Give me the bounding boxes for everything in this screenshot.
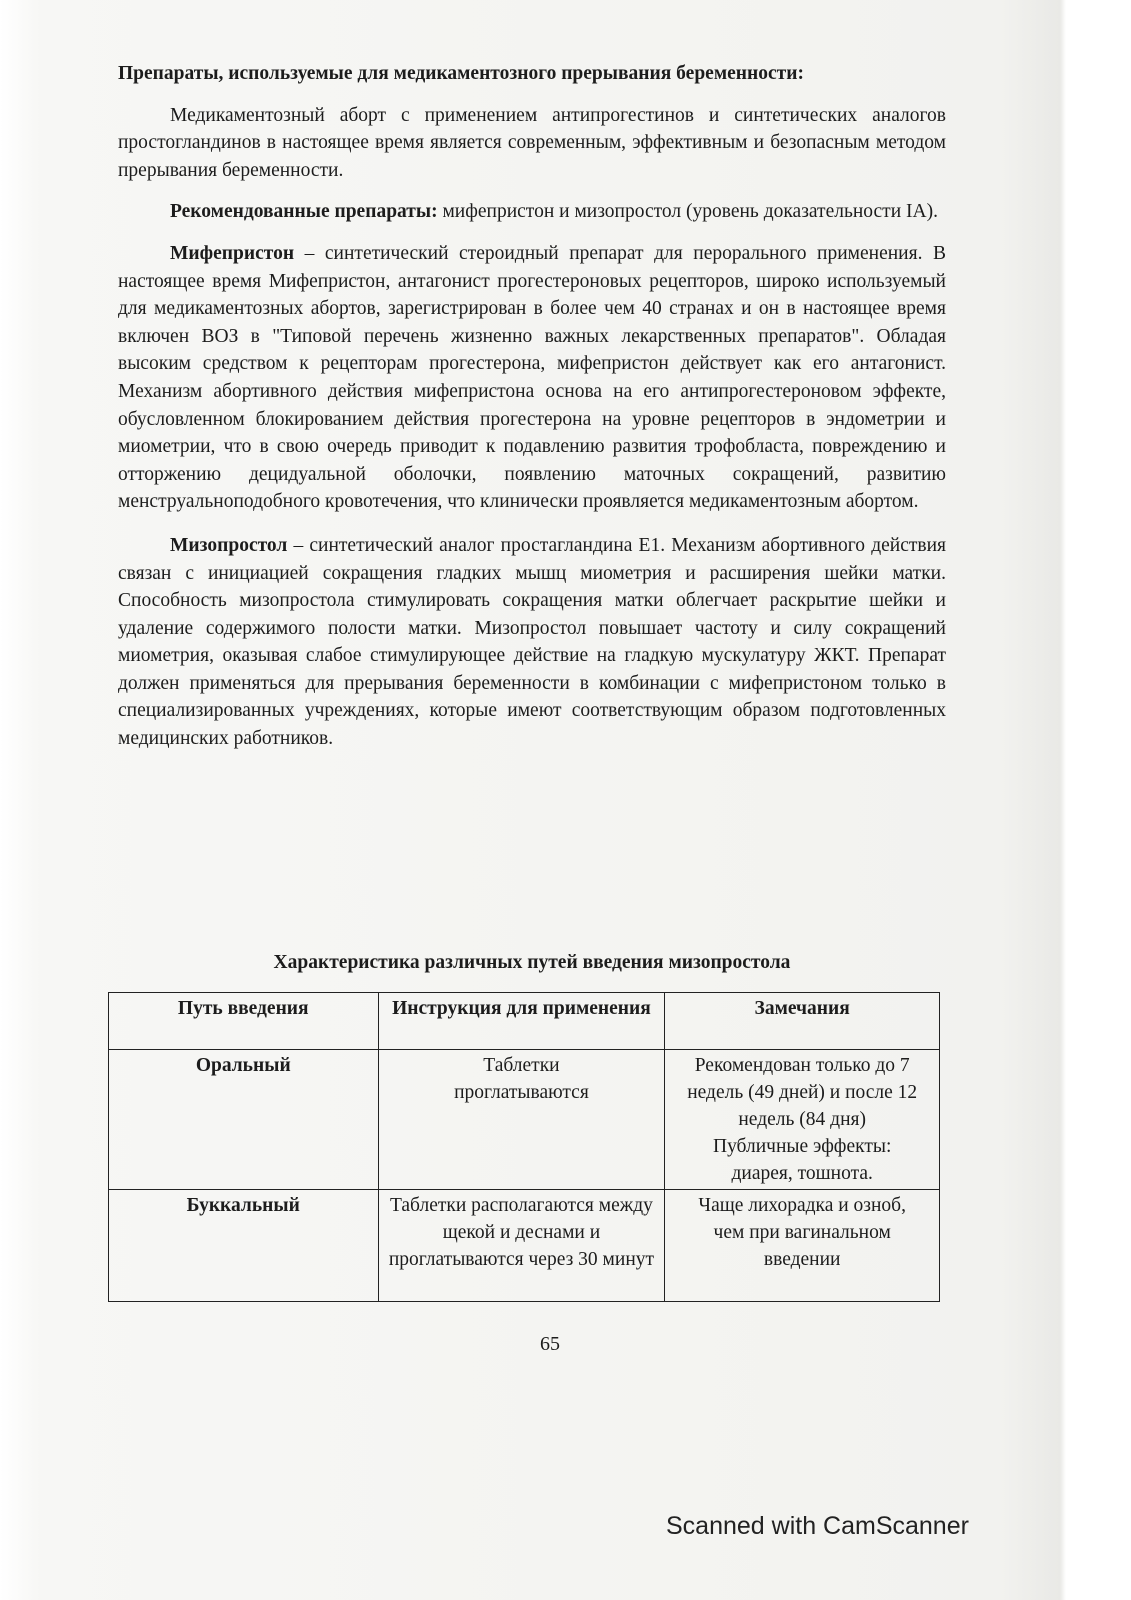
mifepristone-text: – синтетический стероидный препарат для перорального применения. В настоящее время Мифепристон, антагонист прогестероновых рецепторов, широко используемый для медикаментозных абортов, зарегистрирован в более чем 40 странах и он в настоящее время включен ВОЗ в "Типовой перечень жизненно важных лекарственных препаратов". Обладая высоким средством к рецепторам прогестерона, мифепристон действует как его антагонист. Механизм абортивного действия мифепристона основа на его антипрогестероновом эффекте, обусловленном блокированием действия прогестерона на уровне рецепторов в эндометрии и миометрии, что в свою очередь приводит к подавлению развития трофобласта, повреждению и отторжению децидуальной оболочки, появлению маточных сокращений, развитию менструальноподобного кровотечения, что клинически проявляется медикаментозным абортом. xyxy=(118,242,946,513)
column-header-instruction: Инструкция для применения xyxy=(378,993,665,1050)
table-row xyxy=(109,1050,940,1190)
paragraph-mifepristone xyxy=(118,240,946,516)
column-header-remarks: Замечания xyxy=(665,993,940,1050)
recommended-text: мифепристон и мизопростол (уровень доказательности IA). xyxy=(437,201,938,223)
instruction-cell: Таблетки проглатываются xyxy=(378,1050,665,1190)
section-heading: Препараты, используемые для медикаментозного прерывания беременности: xyxy=(118,63,804,84)
paragraph-intro: Медикаментозный аборт с применением антипрогестинов и синтетических аналогов простогландинов в настоящее время является современным, эффективным и безопасным методом прерывания беременности. xyxy=(118,104,946,181)
mifepristone-term: Мифепристон xyxy=(170,242,295,264)
table-row xyxy=(109,1190,940,1302)
table-header-row xyxy=(109,993,940,1050)
misoprostol-term: Мизопростол xyxy=(170,534,288,556)
paragraph-misoprostol xyxy=(118,532,946,753)
remark-text: Публичные эффекты: диарея, тошнота. xyxy=(712,1136,892,1184)
misoprostol-routes-table xyxy=(108,992,940,1302)
document-body xyxy=(118,60,946,753)
column-header-route: Путь введения xyxy=(109,993,379,1050)
remarks-cell xyxy=(665,1190,940,1302)
recommended-label: Рекомендованные препараты: xyxy=(170,201,438,223)
remark-text: Чаще лихорадка и озноб, чем при вагинальном введении xyxy=(698,1195,906,1270)
remarks-cell xyxy=(665,1050,940,1190)
camscanner-watermark: Scanned with CamScanner xyxy=(666,1512,969,1540)
page-number: 65 xyxy=(540,1333,560,1355)
table-title: Характеристика различных путей введения мизопростола xyxy=(273,952,791,973)
misoprostol-text: – синтетический аналог простагландина Е1. Механизм абортивного действия связан с инициацией сокращения гладких мышц миометрия и расширения шейки матки. Способность мизопростола стимулировать сокращения матки облегчает раскрытие шейки и удаление содержимого полости матки. Мизопростол повышает частоту и силу сокращений миометрия, оказывая слабое стимулирующее действие на гладкую мускулатуру ЖКТ. Препарат должен применяться для прерывания беременности в комбинации с мифепристоном только в специализированных учреждениях, которые имеют соответствующим образом подготовленных медицинских работников. xyxy=(118,534,946,750)
route-cell: Оральный xyxy=(109,1050,379,1190)
route-cell: Буккальный xyxy=(109,1190,379,1302)
paragraph-recommended xyxy=(118,198,946,226)
remark-text: Рекомендован только до 7 недель (49 дней) и после 12 недель (84 дня) xyxy=(687,1055,918,1130)
instruction-cell: Таблетки располагаются между щекой и деснами и проглатываются через 30 минут xyxy=(378,1190,665,1302)
